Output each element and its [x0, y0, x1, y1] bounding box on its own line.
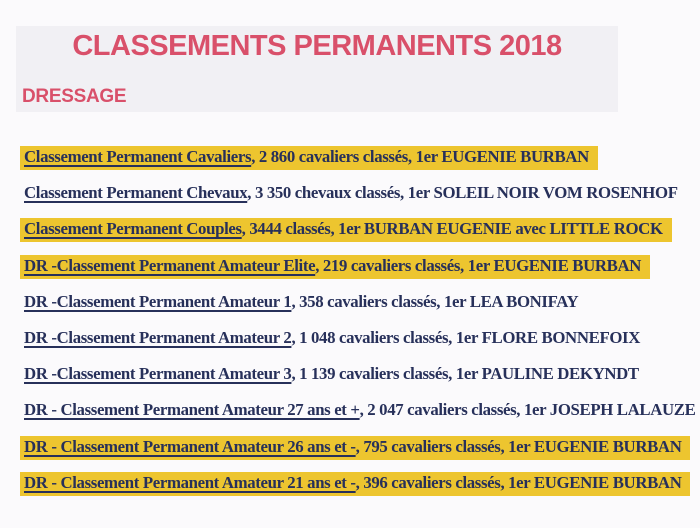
row-heading: DR - Classement Permanent Amateur 21 ans et -: [24, 472, 356, 492]
row-detail: , 3444 classés, 1er BURBAN EUGENIE avec LITTLE ROCK: [241, 219, 663, 239]
page-subtitle: DRESSAGE: [22, 86, 127, 107]
row-heading: DR -Classement Permanent Amateur Elite: [24, 255, 316, 275]
list-item-text: [20, 327, 649, 351]
row-heading: DR -Classement Permanent Amateur 3: [24, 364, 292, 384]
row-heading: DR - Classement Permanent Amateur 27 ans et +: [24, 400, 360, 420]
row-heading: DR - Classement Permanent Amateur 26 ans et -: [24, 436, 356, 456]
list-item-text: [20, 363, 648, 387]
row-detail: , 2 047 cavaliers classés, 1er JOSEPH LALAUZE: [359, 400, 696, 420]
list-item-text: [20, 291, 587, 315]
row-detail: , 3 350 chevaux classés, 1er SOLEIL NOIR VOM ROSENHOF: [247, 183, 678, 203]
list-item: [24, 466, 700, 502]
list-item-text: [20, 218, 672, 242]
list-item-text: [20, 436, 690, 460]
list-item: [24, 285, 700, 321]
row-heading: Classement Permanent Cavaliers: [24, 147, 252, 167]
list-item: [24, 249, 700, 285]
list-item: [24, 430, 700, 466]
row-detail: , 219 cavaliers classés, 1er EUGENIE BURBAN: [315, 255, 642, 275]
list-item-text: [20, 146, 598, 170]
list-item: [24, 140, 700, 176]
row-heading: DR -Classement Permanent Amateur 2: [24, 328, 292, 348]
row-detail: , 1 139 cavaliers classés, 1er PAULINE DEKYNDT: [291, 364, 639, 384]
row-detail: , 396 cavaliers classés, 1er EUGENIE BURBAN: [355, 472, 682, 492]
list-item: [24, 212, 700, 248]
row-detail: , 1 048 cavaliers classés, 1er FLORE BONNEFOIX: [291, 328, 640, 348]
list-item: [24, 393, 700, 429]
list-item-text: [20, 182, 687, 206]
list-item: [24, 321, 700, 357]
list-item: [24, 176, 700, 212]
list-item-text: [20, 472, 690, 496]
list-item-text: [20, 255, 650, 279]
ranking-list: [24, 140, 700, 502]
list-item: [24, 357, 700, 393]
row-heading: Classement Permanent Couples: [24, 219, 242, 239]
row-heading: DR -Classement Permanent Amateur 1: [24, 291, 292, 311]
list-item-text: [20, 399, 700, 423]
row-detail: , 2 860 cavaliers classés, 1er EUGENIE BURBAN: [251, 147, 589, 167]
row-detail: , 358 cavaliers classés, 1er LEA BONIFAY: [291, 291, 579, 311]
page-title: CLASSEMENTS PERMANENTS 2018: [72, 30, 562, 62]
row-detail: , 795 cavaliers classés, 1er EUGENIE BURBAN: [355, 436, 682, 456]
row-heading: Classement Permanent Chevaux: [24, 183, 248, 203]
